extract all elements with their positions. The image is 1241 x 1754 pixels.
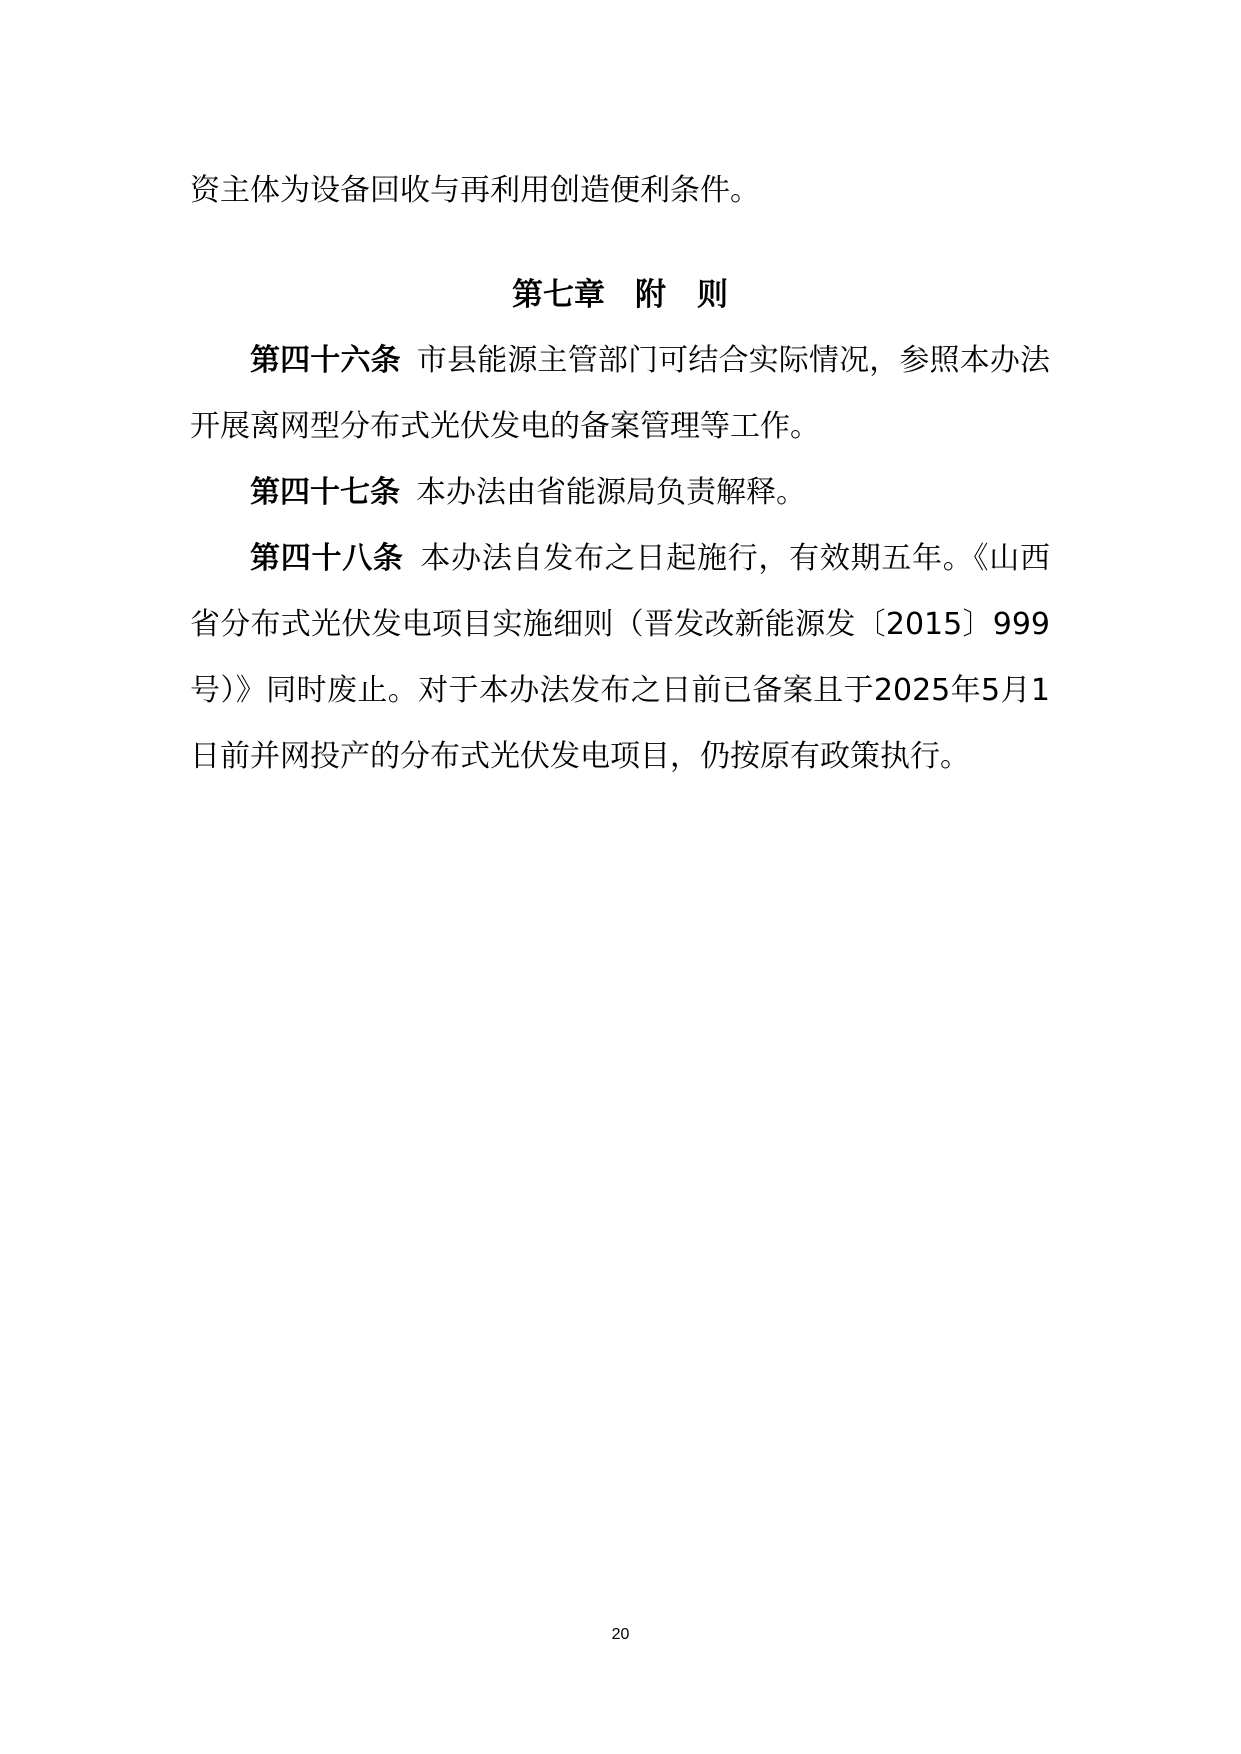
article-number: 第四十八条 (250, 541, 404, 576)
article-text: 本办法由省能源局负责解释。 (416, 475, 806, 510)
article-text: 本办法自发布之日起施行，有效期五年。《山西省分布式光伏发电项目实施细则（晋发改新能源发〔2015〕999号）》同时废止。对于本办法发布之日前已备案且于2025年5月1日前并网投产的分布式光伏发电项目，仍按原有政策执行。 (190, 541, 1051, 774)
chapter-heading (190, 262, 1050, 328)
chapter-title: 附 则 (635, 277, 728, 313)
article-47 (190, 460, 1050, 526)
article-number: 第四十六条 (250, 343, 401, 378)
page-number: 20 (611, 1626, 630, 1643)
article-text: 市县能源主管部门可结合实际情况，参照本办法开展离网型分布式光伏发电的备案管理等工作。 (190, 343, 1051, 444)
document-body (190, 158, 1050, 790)
article-46 (190, 328, 1050, 460)
article-number: 第四十七条 (250, 475, 400, 510)
continuation-paragraph: 资主体为设备回收与再利用创造便利条件。 (190, 173, 760, 208)
article-48 (190, 526, 1050, 790)
chapter-number: 第七章 (512, 277, 605, 313)
